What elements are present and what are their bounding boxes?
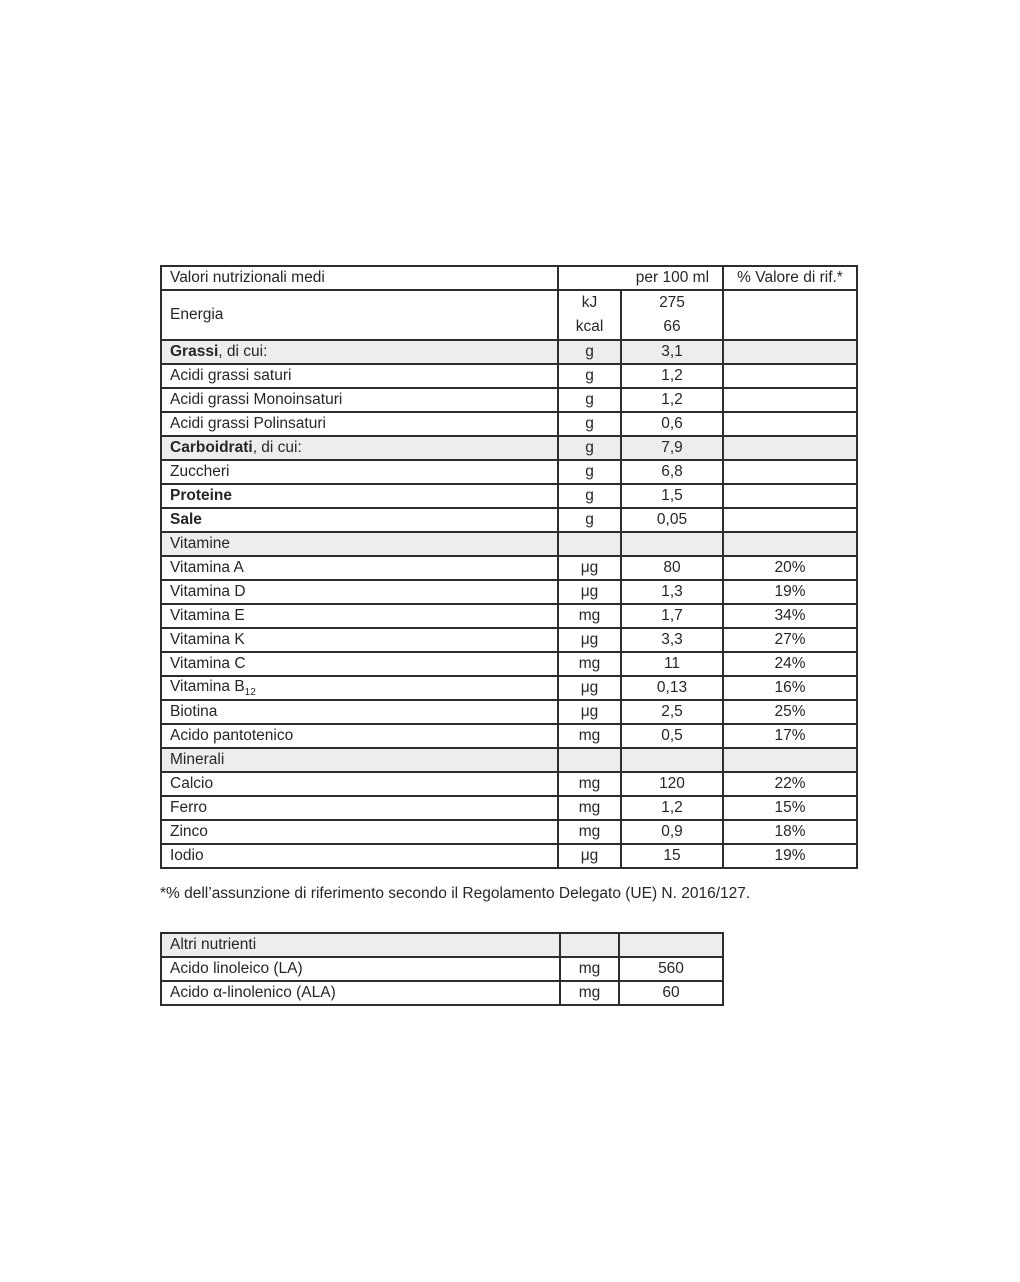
other-nutrients-table — [160, 932, 724, 1006]
table-row — [161, 460, 857, 484]
nutrition-table — [160, 265, 858, 869]
row-unit: μg — [558, 580, 621, 604]
row-value: 0,13 — [621, 676, 723, 700]
section-row-vitamins — [161, 532, 857, 556]
row-ref: 17% — [723, 724, 857, 748]
row-value: 0,05 — [621, 508, 723, 532]
energy-value-kj: 275 — [659, 294, 685, 311]
row-value: 60 — [619, 981, 723, 1005]
table-title: Valori nutrizionali medi — [161, 266, 558, 290]
row-unit: mg — [558, 772, 621, 796]
table-row — [161, 388, 857, 412]
per-100ml-header: per 100 ml — [558, 266, 723, 290]
row-label: Biotina — [161, 700, 558, 724]
row-value: 3,3 — [621, 628, 723, 652]
row-ref — [723, 532, 857, 556]
row-label: Sale — [161, 508, 558, 532]
table-row — [161, 820, 857, 844]
row-ref: 34% — [723, 604, 857, 628]
table-header-row — [161, 266, 857, 290]
row-label: Acido pantotenico — [161, 724, 558, 748]
row-unit: μg — [558, 676, 621, 700]
table-row — [161, 628, 857, 652]
row-unit — [560, 933, 619, 957]
table-row — [161, 772, 857, 796]
row-unit: μg — [558, 700, 621, 724]
row-ref: 25% — [723, 700, 857, 724]
row-unit: g — [558, 388, 621, 412]
row-unit — [558, 290, 621, 340]
row-ref — [723, 436, 857, 460]
row-unit: g — [558, 412, 621, 436]
row-unit: mg — [558, 820, 621, 844]
row-unit: g — [558, 364, 621, 388]
row-value: 15 — [621, 844, 723, 868]
reference-footnote: *% dell’assunzione di riferimento secondo il Regolamento Delegato (UE) N. 2016/127. — [160, 885, 751, 902]
row-ref — [723, 748, 857, 772]
row-label: Vitamina A — [161, 556, 558, 580]
row-value: 2,5 — [621, 700, 723, 724]
row-label: Proteine — [161, 484, 558, 508]
row-value: 80 — [621, 556, 723, 580]
row-unit: g — [558, 436, 621, 460]
row-unit: g — [558, 460, 621, 484]
row-label: Vitamina D — [161, 580, 558, 604]
row-ref: 19% — [723, 844, 857, 868]
table-row-vitamin-b12 — [161, 676, 857, 700]
row-label: Iodio — [161, 844, 558, 868]
row-label: Zuccheri — [161, 460, 558, 484]
row-unit: mg — [558, 604, 621, 628]
row-unit: g — [558, 508, 621, 532]
row-unit — [558, 532, 621, 556]
row-value — [621, 748, 723, 772]
row-value: 1,3 — [621, 580, 723, 604]
section-row-minerals — [161, 748, 857, 772]
b12-subscript: 12 — [244, 687, 256, 699]
row-unit: mg — [558, 724, 621, 748]
other-nutrients-header-row — [161, 933, 723, 957]
row-label: Calcio — [161, 772, 558, 796]
table-row — [161, 981, 723, 1005]
row-value: 1,5 — [621, 484, 723, 508]
row-unit: g — [558, 340, 621, 364]
row-value: 0,5 — [621, 724, 723, 748]
table-row — [161, 436, 857, 460]
row-ref — [723, 340, 857, 364]
row-label: Acidi grassi saturi — [161, 364, 558, 388]
row-label: Acido α-linolenico (ALA) — [161, 981, 560, 1005]
row-value — [621, 290, 723, 340]
row-ref: 27% — [723, 628, 857, 652]
table-row — [161, 556, 857, 580]
table-row — [161, 796, 857, 820]
table-row — [161, 724, 857, 748]
table-row — [161, 340, 857, 364]
row-label: Grassi, di cui: — [161, 340, 558, 364]
row-value: 6,8 — [621, 460, 723, 484]
row-unit — [558, 748, 621, 772]
row-ref — [723, 460, 857, 484]
row-unit: μg — [558, 556, 621, 580]
table-row — [161, 412, 857, 436]
row-value: 1,2 — [621, 364, 723, 388]
row-value: 1,2 — [621, 388, 723, 412]
row-ref — [723, 388, 857, 412]
row-value: 11 — [621, 652, 723, 676]
table-row — [161, 364, 857, 388]
section-label: Vitamine — [161, 532, 558, 556]
row-unit: mg — [558, 796, 621, 820]
row-label: Acidi grassi Monoinsaturi — [161, 388, 558, 412]
row-value: 0,6 — [621, 412, 723, 436]
row-label: Vitamina E — [161, 604, 558, 628]
row-label: Zinco — [161, 820, 558, 844]
energy-unit-kj: kJ — [581, 294, 598, 311]
section-label: Minerali — [161, 748, 558, 772]
row-label: Vitamina K — [161, 628, 558, 652]
row-value: 1,2 — [621, 796, 723, 820]
row-label: Acidi grassi Polinsaturi — [161, 412, 558, 436]
row-ref: 20% — [723, 556, 857, 580]
row-ref — [723, 290, 857, 340]
row-ref — [723, 508, 857, 532]
ref-value-header: % Valore di rif.* — [723, 266, 857, 290]
row-unit: μg — [558, 628, 621, 652]
table-row — [161, 844, 857, 868]
energy-value-kcal: 66 — [663, 318, 681, 335]
row-value: 120 — [621, 772, 723, 796]
row-label: Vitamina C — [161, 652, 558, 676]
row-unit: mg — [560, 981, 619, 1005]
other-nutrients-title: Altri nutrienti — [161, 933, 560, 957]
row-ref — [723, 364, 857, 388]
table-row — [161, 604, 857, 628]
row-ref — [723, 484, 857, 508]
row-label: Vitamina $B_{12}$ — [161, 676, 558, 700]
table-row — [161, 580, 857, 604]
row-value — [621, 532, 723, 556]
row-label: Carboidrati, di cui: — [161, 436, 558, 460]
row-value: 3,1 — [621, 340, 723, 364]
row-ref: 19% — [723, 580, 857, 604]
row-ref: 18% — [723, 820, 857, 844]
row-label: Ferro — [161, 796, 558, 820]
row-label: Acido linoleico (LA) — [161, 957, 560, 981]
row-label: Energia — [161, 290, 558, 340]
table-row — [161, 652, 857, 676]
row-unit: g — [558, 484, 621, 508]
row-value — [619, 933, 723, 957]
table-row — [161, 700, 857, 724]
row-value: 0,9 — [621, 820, 723, 844]
energy-unit-kcal: kcal — [575, 318, 604, 335]
table-row — [161, 957, 723, 981]
row-unit: μg — [558, 844, 621, 868]
row-ref: 15% — [723, 796, 857, 820]
table-row — [161, 484, 857, 508]
row-value: 560 — [619, 957, 723, 981]
row-unit: mg — [558, 652, 621, 676]
table-row — [161, 290, 857, 340]
row-ref: 22% — [723, 772, 857, 796]
row-ref: 24% — [723, 652, 857, 676]
table-row — [161, 508, 857, 532]
row-ref — [723, 412, 857, 436]
row-ref: 16% — [723, 676, 857, 700]
row-value: 1,7 — [621, 604, 723, 628]
row-unit: mg — [560, 957, 619, 981]
row-value: 7,9 — [621, 436, 723, 460]
